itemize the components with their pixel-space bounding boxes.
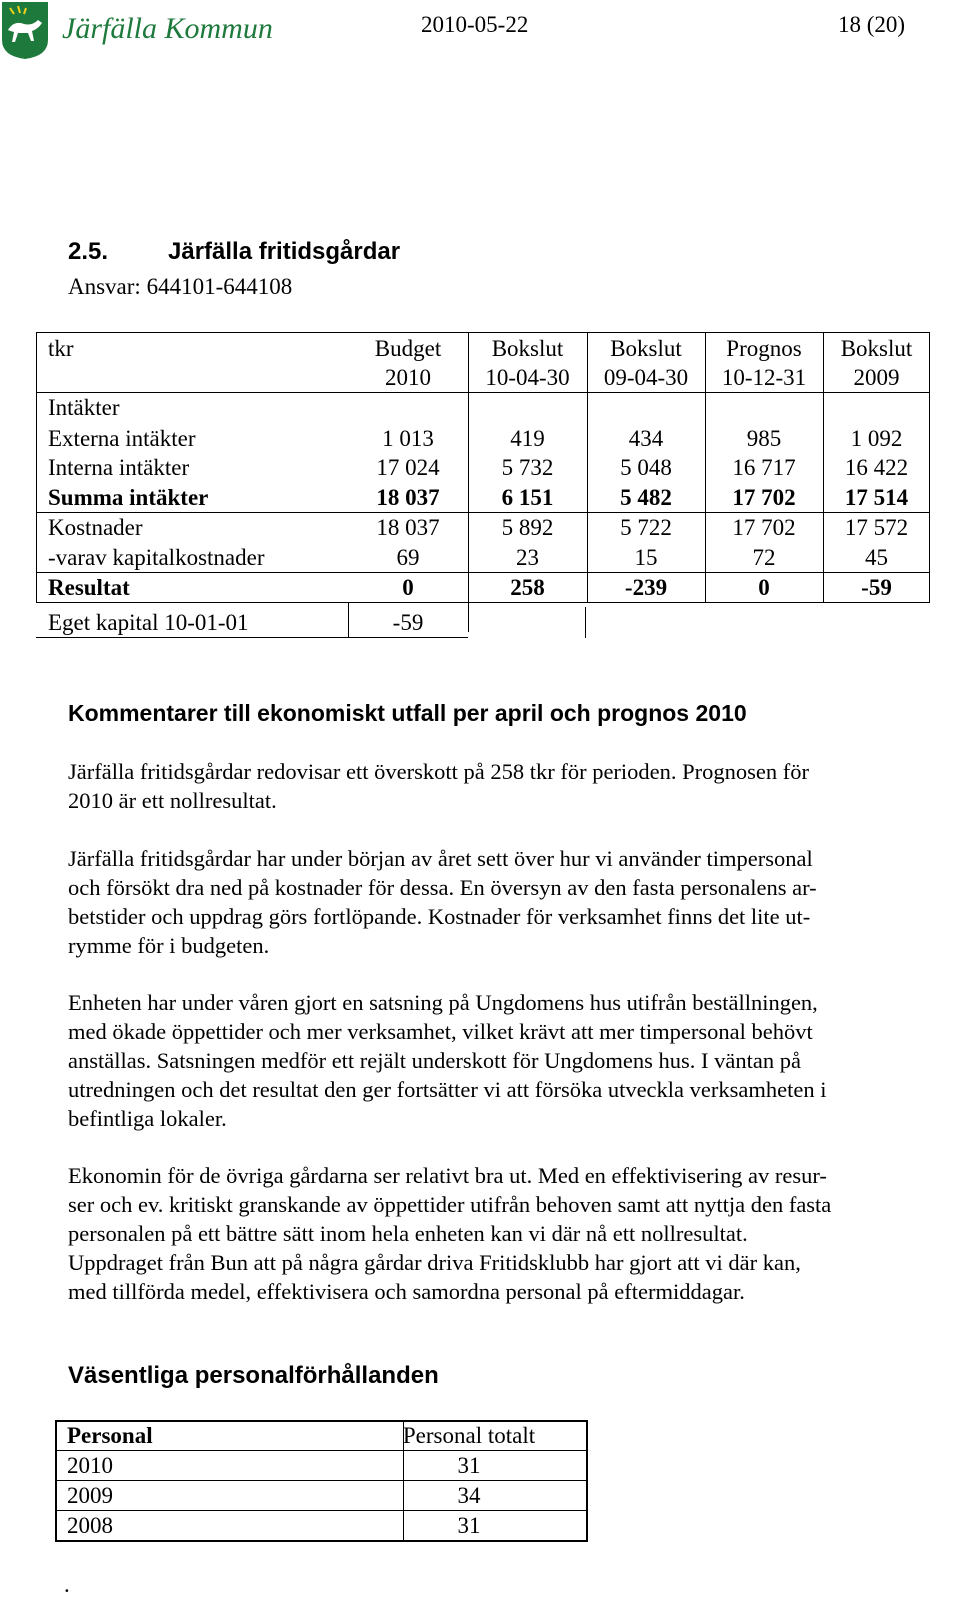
section-title-text: Järfälla fritidsgårdar: [168, 238, 401, 265]
comments-heading: Kommentarer till ekonomiskt utfall per april och prognos 2010: [68, 700, 747, 726]
paragraph-line: 2010 är ett nollresultat.: [68, 788, 277, 813]
paragraph-line: med ökade öppettider och mer verksamhet, vilket krävt att mer timpersonal behövt: [68, 1019, 813, 1044]
paragraph-line: befintliga lokaler.: [68, 1106, 227, 1131]
column-header: Bokslut: [491, 336, 564, 361]
paragraph-line: Järfälla fritidsgårdar redovisar ett överskott på 258 tkr för perioden. Prognosen för: [68, 759, 810, 784]
paragraph: [68, 988, 918, 1133]
column-header: 2010: [385, 365, 431, 390]
paragraph-line: Uppdraget från Bun att på några gårdar driva Fritidsklubb har gjort att vi där kan,: [68, 1250, 801, 1275]
column-header: 10-04-30: [485, 365, 570, 390]
personnel-total: 34: [457, 1483, 481, 1508]
row-label: Resultat: [48, 575, 130, 600]
paragraph: [68, 757, 918, 815]
paragraph-line: personalen på ett bättre sätt inom hela enheten kan vi där nå ett nollresultat.: [68, 1221, 748, 1246]
table-cell: 18 037: [376, 515, 440, 540]
column-header: Prognos: [726, 336, 802, 361]
table-cell: 17 024: [376, 455, 440, 480]
table-cell: 17 514: [844, 485, 909, 510]
personnel-total: 31: [457, 1453, 481, 1478]
table-cell: 18 037: [376, 485, 440, 510]
personnel-year: 2010: [67, 1453, 113, 1478]
header-page-number: 18 (20): [838, 12, 906, 37]
responsibility-code: Ansvar: 644101-644108: [68, 274, 293, 299]
paragraph-line: Ekonomin för de övriga gårdarna ser relativt bra ut. Med en effektivisering av resur-: [68, 1163, 827, 1188]
table-cell: 45: [865, 545, 888, 570]
table-cell: -59: [861, 575, 892, 600]
paragraph-line: Järfälla fritidsgårdar har under början av året sett över hur vi använder timpersonal: [68, 846, 813, 871]
header-date: 2010-05-22: [421, 12, 529, 37]
equity-value: -59: [392, 610, 424, 635]
jarfalla-kommun-logo: [0, 0, 290, 60]
table-cell: 16 717: [732, 455, 796, 480]
table-cell: 5 048: [620, 455, 672, 480]
table-cell: 0: [402, 575, 414, 600]
table-cell: 5 722: [620, 515, 672, 540]
paragraph-line: ser och ev. kritiskt granskande av öppettider utifrån behoven samt att nyttja den fasta: [68, 1192, 832, 1217]
table-cell: 17 702: [732, 515, 796, 540]
equity-label: Eget kapital 10-01-01: [48, 610, 249, 635]
paragraph-line: rymme för i budgeten.: [68, 933, 270, 958]
paragraph-line: anställas. Satsningen medför ett rejält underskott för Ungdomens hus. I väntan på: [68, 1048, 801, 1073]
paragraph: [68, 1161, 918, 1306]
paragraph-line: betstider och uppdrag görs fortlöpande. Kostnader för verksamhet finns det lite ut-: [68, 904, 811, 929]
table-cell: 15: [634, 545, 658, 570]
row-label: Interna intäkter: [48, 455, 190, 480]
row-label: Externa intäkter: [48, 426, 196, 451]
table-cell: 69: [396, 545, 420, 570]
row-label: -varav kapitalkostnader: [48, 545, 265, 570]
personnel-table: [55, 1420, 588, 1542]
trailing-mark: .: [64, 1572, 70, 1597]
table-cell: 5 482: [620, 485, 672, 510]
personnel-heading: Väsentliga personalförhållanden: [68, 1362, 439, 1389]
column-header: Bokslut: [840, 336, 913, 361]
personnel-year: 2009: [67, 1483, 113, 1508]
personnel-total: 31: [457, 1513, 481, 1538]
row-label: Kostnader: [48, 515, 143, 540]
table-cell: 23: [516, 545, 539, 570]
table-cell: 0: [758, 575, 770, 600]
table-cell: 1 092: [850, 426, 903, 451]
section-number: 2.5.: [68, 238, 109, 265]
table-cell: -239: [624, 575, 668, 600]
table-cell: 17 702: [732, 485, 796, 510]
table-cell: 72: [752, 545, 776, 570]
svg-text:Järfälla Kommun: Järfälla Kommun: [62, 12, 273, 45]
paragraph-line: Enheten har under våren gjort en satsning på Ungdomens hus utifrån beställningen,: [68, 990, 818, 1015]
table-cell: 6 151: [501, 485, 554, 510]
table-cell: 1 013: [382, 426, 434, 451]
table-cell: 258: [510, 575, 545, 600]
column-header: 10-12-31: [721, 365, 807, 390]
table-cell: 5 732: [501, 455, 554, 480]
table-cell: 419: [510, 426, 545, 451]
table-cell: 985: [746, 426, 782, 451]
header-tkr: tkr: [48, 336, 74, 361]
personnel-col-label: Personal: [67, 1423, 153, 1448]
table-cell: 434: [628, 426, 664, 451]
table-cell: 17 572: [844, 515, 909, 540]
column-header: 2009: [853, 365, 900, 390]
column-header: 09-04-30: [603, 365, 689, 390]
table-cell: 5 892: [501, 515, 554, 540]
paragraph-line: utredningen och det resultat den ger fortsätter vi att försöka utveckla verksamheten i: [68, 1077, 827, 1102]
paragraph-line: med tillförda medel, effektivisera och samordna personal på eftermiddagar.: [68, 1279, 745, 1304]
table-cell: 16 422: [844, 455, 909, 480]
personnel-total-col-label: Personal totalt: [402, 1423, 536, 1448]
column-header: Bokslut: [610, 336, 682, 361]
row-label: Summa intäkter: [48, 485, 209, 510]
row-label: Intäkter: [48, 395, 120, 420]
financial-table: [36, 332, 930, 644]
paragraph: [68, 844, 918, 960]
column-header: Budget: [374, 336, 442, 361]
personnel-year: 2008: [67, 1513, 113, 1538]
section-title: [68, 238, 400, 266]
paragraph-line: och försökt dra ned på kostnader för dessa. En översyn av den fasta personalens ar-: [68, 875, 817, 900]
